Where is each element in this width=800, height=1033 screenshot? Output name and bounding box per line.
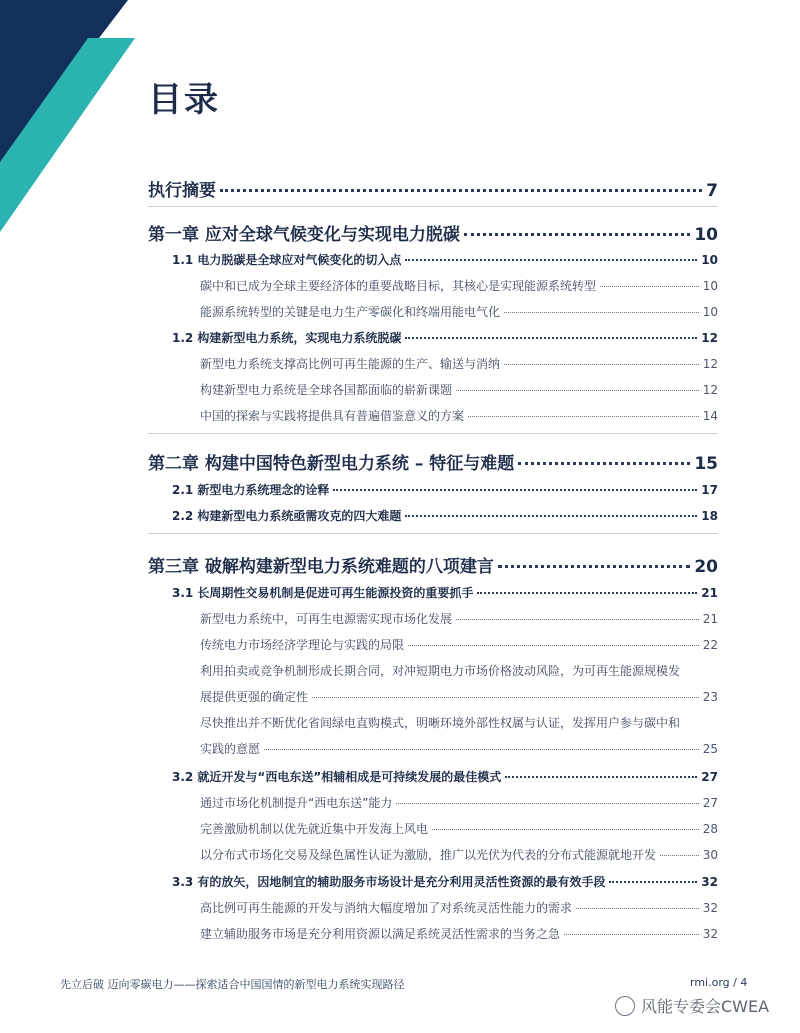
toc-entry-text: 3.1 长周期性交易机制是促进可再生能源投资的重要抓手 <box>172 586 474 600</box>
toc-entry-text: 1.1 电力脱碳是全球应对气候变化的切入点 <box>172 253 402 267</box>
toc-entry-section[interactable] <box>172 584 718 601</box>
divider <box>148 533 718 534</box>
toc-entry-page: 28 <box>702 822 718 836</box>
toc-entry-item[interactable] <box>200 846 718 863</box>
toc-entry-page: 21 <box>702 612 718 626</box>
toc-entry-text: 传统电力市场经济学理论与实践的局限 <box>200 638 405 652</box>
toc-entry-item[interactable] <box>200 925 718 942</box>
divider <box>148 206 718 207</box>
toc-entry-chapter-3[interactable] <box>148 552 718 577</box>
toc-entry-page: 22 <box>702 638 718 652</box>
toc-entry-section[interactable] <box>172 329 718 346</box>
toc-entry-text: 1.2 构建新型电力系统，实现电力系统脱碳 <box>172 331 402 345</box>
toc-entry-text: 构建新型电力系统是全球各国都面临的崭新课题 <box>200 383 453 397</box>
toc-entry-page: 12 <box>702 357 718 371</box>
toc-entry-item[interactable] <box>200 407 718 424</box>
toc-entry-text: 实践的意愿 <box>200 742 261 756</box>
footer-title: 先立后破 迈向零碳电力——探索适合中国国情的新型电力系统实现路径 <box>60 978 405 991</box>
toc-entry-chapter-1[interactable] <box>148 220 718 245</box>
toc-entry-page: 10 <box>694 225 718 245</box>
toc-entry-page: 10 <box>702 305 718 319</box>
toc-entry-text: 建立辅助服务市场是充分利用资源以满足系统灵活性需求的当务之急 <box>200 927 561 941</box>
wechat-icon <box>615 996 635 1016</box>
toc-entry-item[interactable] <box>200 820 718 837</box>
toc-entry-page: 32 <box>701 875 718 889</box>
toc-entry-item-line1[interactable] <box>200 714 718 731</box>
toc-entry-text: 执行摘要 <box>148 181 216 201</box>
toc-entry-page: 12 <box>702 383 718 397</box>
watermark <box>615 994 769 1017</box>
toc-entry-section[interactable] <box>172 251 718 268</box>
toc-entry-text: 第一章 应对全球气候变化与实现电力脱碳 <box>148 225 460 245</box>
toc-entry-text: 中国的探索与实践将提供具有普遍借鉴意义的方案 <box>200 409 465 423</box>
toc-entry-page: 27 <box>702 796 718 810</box>
toc-entry-text: 以分布式市场化交易及绿色属性认证为激励，推广以光伏为代表的分布式能源就地开发 <box>200 848 657 862</box>
toc-entry-section[interactable] <box>172 481 718 498</box>
toc-entry-section[interactable] <box>172 768 718 785</box>
toc-entry-page: 10 <box>702 279 718 293</box>
toc-entry-chapter-2[interactable] <box>148 449 718 474</box>
toc-entry-section[interactable] <box>172 507 718 524</box>
toc-entry-text: 利用拍卖或竞争机制形成长期合同，对冲短期电力市场价格波动风险，为可再生能源规模发 <box>200 664 681 678</box>
toc-entry-text: 尽快推出并不断优化省间绿电直购模式，明晰环境外部性权属与认证，发挥用户参与碳中和 <box>200 716 681 730</box>
toc-entry-page: 7 <box>706 181 718 201</box>
divider <box>148 433 718 434</box>
toc-entry-executive-summary[interactable] <box>148 176 718 201</box>
toc-entry-text: 第二章 构建中国特色新型电力系统 – 特征与难题 <box>148 454 515 474</box>
toc-entry-page: 32 <box>702 927 718 941</box>
toc-entry-page: 27 <box>701 770 718 784</box>
toc-entry-item-line1[interactable] <box>200 662 718 679</box>
toc-entry-text: 高比例可再生能源的开发与消纳大幅度增加了对系统灵活性能力的需求 <box>200 901 573 915</box>
toc-entry-text: 通过市场化机制提升“西电东送”能力 <box>200 796 393 810</box>
toc-entry-item[interactable] <box>200 688 718 705</box>
toc-entry-text: 2.1 新型电力系统理念的诠释 <box>172 483 330 497</box>
watermark-text: 风能专委会CWEA <box>641 997 770 1016</box>
toc-entry-item[interactable] <box>200 899 718 916</box>
toc-entry-text: 2.2 构建新型电力系统亟需攻克的四大难题 <box>172 509 402 523</box>
toc-entry-item[interactable] <box>200 740 718 757</box>
toc-entry-item[interactable] <box>200 381 718 398</box>
toc-entry-page: 18 <box>701 509 718 523</box>
toc-entry-page: 12 <box>701 331 718 345</box>
toc-entry-page: 21 <box>701 586 718 600</box>
toc-entry-page: 23 <box>702 690 718 704</box>
toc-entry-page: 20 <box>694 557 718 577</box>
toc-entry-text: 3.2 就近开发与“西电东送”相辅相成是可持续发展的最佳模式 <box>172 770 502 784</box>
toc-entry-text: 新型电力系统支撑高比例可再生能源的生产、输送与消纳 <box>200 357 501 371</box>
toc-entry-page: 17 <box>701 483 718 497</box>
toc-entry-text: 展提供更强的确定性 <box>200 690 309 704</box>
toc-entry-item[interactable] <box>200 303 718 320</box>
toc-entry-item[interactable] <box>200 636 718 653</box>
toc-entry-page: 14 <box>702 409 718 423</box>
toc-entry-page: 30 <box>702 848 718 862</box>
toc-entry-text: 第三章 破解构建新型电力系统难题的八项建言 <box>148 557 494 577</box>
toc-entry-item[interactable] <box>200 610 718 627</box>
toc-entry-page: 32 <box>702 901 718 915</box>
toc-entry-text: 能源系统转型的关键是电力生产零碳化和终端用能电气化 <box>200 305 501 319</box>
footer-page: rmi.org / 4 <box>690 976 748 989</box>
toc-entry-item[interactable] <box>200 277 718 294</box>
toc-entry-item[interactable] <box>200 794 718 811</box>
toc-entry-section[interactable] <box>172 873 718 890</box>
toc-entry-text: 完善激励机制以优先就近集中开发海上风电 <box>200 822 429 836</box>
toc-entry-text: 新型电力系统中，可再生电源需实现市场化发展 <box>200 612 453 626</box>
toc-entry-text: 碳中和已成为全球主要经济体的重要战略目标，其核心是实现能源系统转型 <box>200 279 597 293</box>
toc-entry-page: 15 <box>694 454 718 474</box>
toc-entry-text: 3.3 有的放矢，因地制宜的辅助服务市场设计是充分利用灵活性资源的最有效手段 <box>172 875 606 889</box>
page-title: 目录 <box>148 80 220 120</box>
toc-entry-page: 25 <box>702 742 718 756</box>
toc-entry-item[interactable] <box>200 355 718 372</box>
toc-entry-page: 10 <box>701 253 718 267</box>
